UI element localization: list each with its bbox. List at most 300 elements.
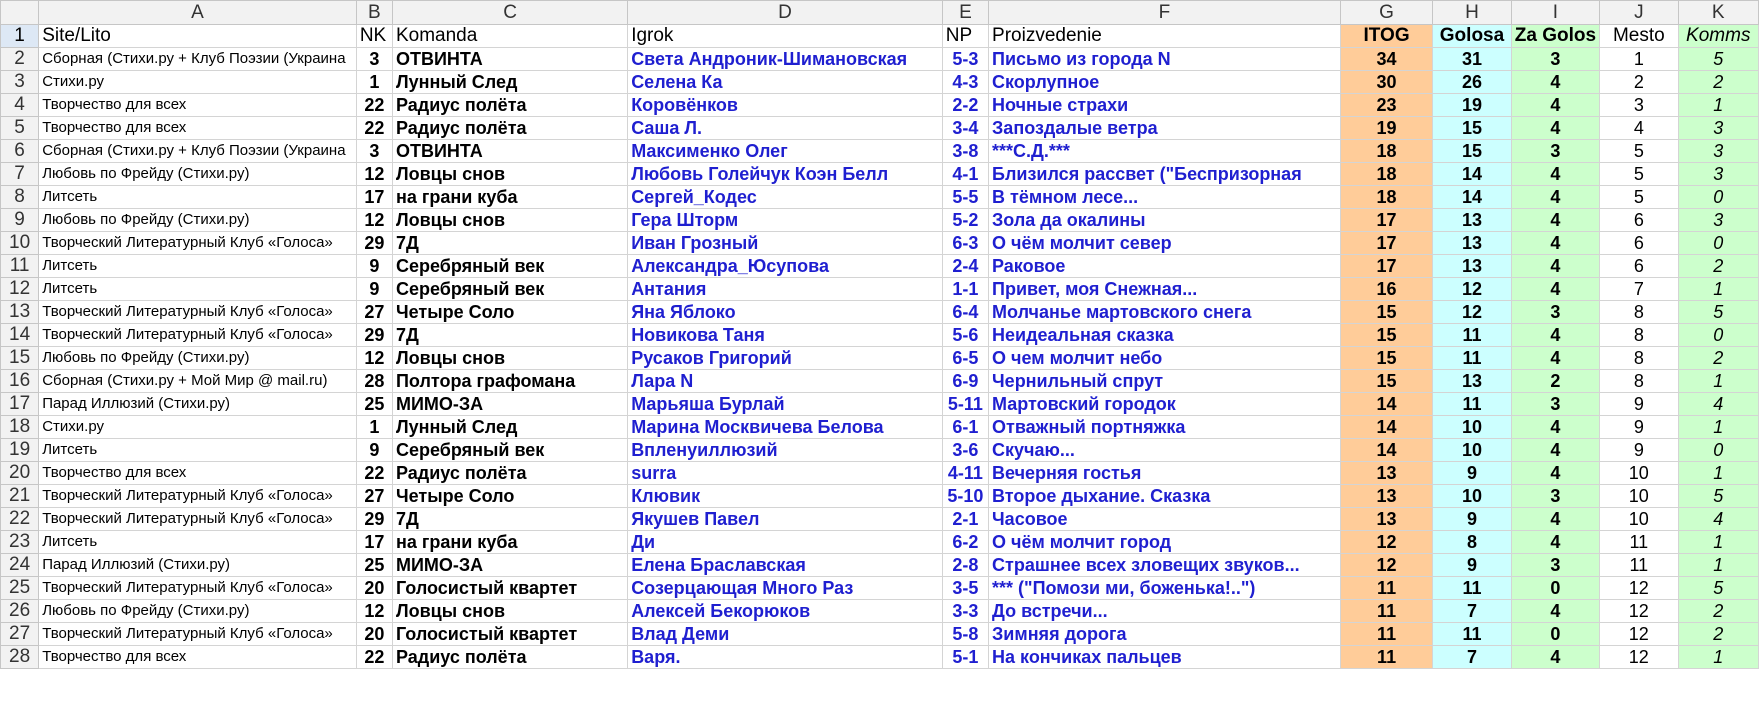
za-golos-cell[interactable]: 4 bbox=[1511, 439, 1599, 462]
igrok-cell[interactable]: Влад Деми bbox=[628, 623, 943, 646]
nk-cell[interactable]: 1 bbox=[356, 416, 392, 439]
nk-cell[interactable]: 27 bbox=[356, 485, 392, 508]
za-golos-cell[interactable]: 4 bbox=[1511, 600, 1599, 623]
igrok-cell[interactable]: Любовь Голейчук Коэн Белл bbox=[628, 163, 943, 186]
golosa-cell[interactable]: 11 bbox=[1433, 393, 1511, 416]
np-cell[interactable]: 6-1 bbox=[942, 416, 988, 439]
site-cell[interactable]: Сборная (Стихи.ру + Клуб Поэзии (Украина bbox=[39, 48, 357, 71]
row-number[interactable]: 27 bbox=[1, 623, 39, 646]
np-cell[interactable]: 5-6 bbox=[942, 324, 988, 347]
row-number[interactable]: 25 bbox=[1, 577, 39, 600]
golosa-cell[interactable]: 7 bbox=[1433, 600, 1511, 623]
np-cell[interactable]: 5-1 bbox=[942, 646, 988, 669]
proizvedenie-cell[interactable]: Близился рассвет ("Беспризорная bbox=[989, 163, 1341, 186]
row-number[interactable]: 14 bbox=[1, 324, 39, 347]
proizvedenie-cell[interactable]: До встречи... bbox=[989, 600, 1341, 623]
site-cell[interactable]: Сборная (Стихи.ру + Клуб Поэзии (Украина bbox=[39, 140, 357, 163]
site-cell[interactable]: Творчество для всех bbox=[39, 117, 357, 140]
golosa-cell[interactable]: 13 bbox=[1433, 232, 1511, 255]
mesto-cell[interactable]: 5 bbox=[1600, 140, 1678, 163]
igrok-cell[interactable]: Александра_Юсупова bbox=[628, 255, 943, 278]
column-header-d[interactable]: D bbox=[628, 1, 943, 25]
row-number[interactable]: 18 bbox=[1, 416, 39, 439]
proizvedenie-cell[interactable]: Привет, моя Снежная... bbox=[989, 278, 1341, 301]
komanda-cell[interactable]: Полтора графомана bbox=[392, 370, 627, 393]
komms-cell[interactable]: 4 bbox=[1678, 393, 1758, 416]
row-number[interactable]: 7 bbox=[1, 163, 39, 186]
site-cell[interactable]: Творческий Литературный Клуб «Голоса» bbox=[39, 508, 357, 531]
komms-cell[interactable]: 3 bbox=[1678, 209, 1758, 232]
golosa-cell[interactable]: 7 bbox=[1433, 646, 1511, 669]
proizvedenie-cell[interactable]: На кончиках пальцев bbox=[989, 646, 1341, 669]
row-number[interactable]: 20 bbox=[1, 462, 39, 485]
komms-cell[interactable]: 2 bbox=[1678, 347, 1758, 370]
nk-cell[interactable]: 25 bbox=[356, 554, 392, 577]
itog-cell[interactable]: 34 bbox=[1340, 48, 1432, 71]
golosa-cell[interactable]: 11 bbox=[1433, 324, 1511, 347]
komms-cell[interactable]: 3 bbox=[1678, 140, 1758, 163]
itog-cell[interactable]: 14 bbox=[1340, 393, 1432, 416]
za-golos-cell[interactable]: 4 bbox=[1511, 209, 1599, 232]
golosa-cell[interactable]: 13 bbox=[1433, 370, 1511, 393]
mesto-cell[interactable]: 5 bbox=[1600, 163, 1678, 186]
site-cell[interactable]: Творческий Литературный Клуб «Голоса» bbox=[39, 485, 357, 508]
golosa-cell[interactable]: 19 bbox=[1433, 94, 1511, 117]
site-cell[interactable]: Стихи.ру bbox=[39, 416, 357, 439]
itog-cell[interactable]: 11 bbox=[1340, 646, 1432, 669]
golosa-cell[interactable]: 31 bbox=[1433, 48, 1511, 71]
golosa-cell[interactable]: 11 bbox=[1433, 577, 1511, 600]
nk-cell[interactable]: 29 bbox=[356, 508, 392, 531]
proizvedenie-cell[interactable]: Зола да окалины bbox=[989, 209, 1341, 232]
nk-cell[interactable]: 3 bbox=[356, 48, 392, 71]
mesto-cell[interactable]: 8 bbox=[1600, 324, 1678, 347]
mesto-cell[interactable]: 8 bbox=[1600, 347, 1678, 370]
site-cell[interactable]: Творческий Литературный Клуб «Голоса» bbox=[39, 301, 357, 324]
proizvedenie-cell[interactable]: Молчанье мартовского снега bbox=[989, 301, 1341, 324]
nk-cell[interactable]: 12 bbox=[356, 600, 392, 623]
za-golos-cell[interactable]: 3 bbox=[1511, 485, 1599, 508]
header-za-golos-cell[interactable]: Za Golos bbox=[1511, 25, 1599, 48]
komanda-cell[interactable]: Радиус полёта bbox=[392, 94, 627, 117]
mesto-cell[interactable]: 3 bbox=[1600, 94, 1678, 117]
za-golos-cell[interactable]: 4 bbox=[1511, 324, 1599, 347]
column-header-h[interactable]: H bbox=[1433, 1, 1511, 25]
mesto-cell[interactable]: 9 bbox=[1600, 416, 1678, 439]
mesto-cell[interactable]: 7 bbox=[1600, 278, 1678, 301]
mesto-cell[interactable]: 11 bbox=[1600, 531, 1678, 554]
row-number[interactable]: 8 bbox=[1, 186, 39, 209]
row-number[interactable]: 15 bbox=[1, 347, 39, 370]
golosa-cell[interactable]: 14 bbox=[1433, 186, 1511, 209]
itog-cell[interactable]: 18 bbox=[1340, 140, 1432, 163]
za-golos-cell[interactable]: 4 bbox=[1511, 163, 1599, 186]
column-header-b[interactable]: B bbox=[356, 1, 392, 25]
nk-cell[interactable]: 1 bbox=[356, 71, 392, 94]
komanda-cell[interactable]: Серебряный век bbox=[392, 278, 627, 301]
column-header-i[interactable]: I bbox=[1511, 1, 1599, 25]
za-golos-cell[interactable]: 4 bbox=[1511, 255, 1599, 278]
igrok-cell[interactable]: Клювик bbox=[628, 485, 943, 508]
komanda-cell[interactable]: Лунный След bbox=[392, 71, 627, 94]
np-cell[interactable]: 5-10 bbox=[942, 485, 988, 508]
mesto-cell[interactable]: 8 bbox=[1600, 301, 1678, 324]
komanda-cell[interactable]: Ловцы снов bbox=[392, 347, 627, 370]
komms-cell[interactable]: 0 bbox=[1678, 186, 1758, 209]
itog-cell[interactable]: 14 bbox=[1340, 416, 1432, 439]
komms-cell[interactable]: 5 bbox=[1678, 48, 1758, 71]
np-cell[interactable]: 2-8 bbox=[942, 554, 988, 577]
golosa-cell[interactable]: 9 bbox=[1433, 462, 1511, 485]
nk-cell[interactable]: 29 bbox=[356, 324, 392, 347]
row-number[interactable]: 4 bbox=[1, 94, 39, 117]
mesto-cell[interactable]: 10 bbox=[1600, 485, 1678, 508]
row-number[interactable]: 19 bbox=[1, 439, 39, 462]
mesto-cell[interactable]: 6 bbox=[1600, 232, 1678, 255]
za-golos-cell[interactable]: 4 bbox=[1511, 347, 1599, 370]
igrok-cell[interactable]: Созерцающая Много Раз bbox=[628, 577, 943, 600]
nk-cell[interactable]: 3 bbox=[356, 140, 392, 163]
itog-cell[interactable]: 12 bbox=[1340, 531, 1432, 554]
komanda-cell[interactable]: ОТВИНТА bbox=[392, 48, 627, 71]
nk-cell[interactable]: 9 bbox=[356, 255, 392, 278]
np-cell[interactable]: 6-5 bbox=[942, 347, 988, 370]
column-header-g[interactable]: G bbox=[1340, 1, 1432, 25]
proizvedenie-cell[interactable]: Запоздалые ветра bbox=[989, 117, 1341, 140]
nk-cell[interactable]: 22 bbox=[356, 646, 392, 669]
golosa-cell[interactable]: 15 bbox=[1433, 140, 1511, 163]
igrok-cell[interactable]: Коровёнков bbox=[628, 94, 943, 117]
golosa-cell[interactable]: 9 bbox=[1433, 508, 1511, 531]
row-number[interactable]: 6 bbox=[1, 140, 39, 163]
komms-cell[interactable]: 2 bbox=[1678, 623, 1758, 646]
komanda-cell[interactable]: Четыре Соло bbox=[392, 301, 627, 324]
site-cell[interactable]: Любовь по Фрейду (Стихи.ру) bbox=[39, 600, 357, 623]
np-cell[interactable]: 3-4 bbox=[942, 117, 988, 140]
np-cell[interactable]: 3-3 bbox=[942, 600, 988, 623]
komms-cell[interactable]: 5 bbox=[1678, 301, 1758, 324]
igrok-cell[interactable]: Максименко Олег bbox=[628, 140, 943, 163]
site-cell[interactable]: Творческий Литературный Клуб «Голоса» bbox=[39, 324, 357, 347]
np-cell[interactable]: 2-1 bbox=[942, 508, 988, 531]
column-header-j[interactable]: J bbox=[1600, 1, 1678, 25]
za-golos-cell[interactable]: 3 bbox=[1511, 554, 1599, 577]
header-itog-cell[interactable]: ITOG bbox=[1340, 25, 1432, 48]
igrok-cell[interactable]: Якушев Павел bbox=[628, 508, 943, 531]
komms-cell[interactable]: 1 bbox=[1678, 646, 1758, 669]
nk-cell[interactable]: 25 bbox=[356, 393, 392, 416]
komms-cell[interactable]: 3 bbox=[1678, 163, 1758, 186]
za-golos-cell[interactable]: 3 bbox=[1511, 301, 1599, 324]
nk-cell[interactable]: 22 bbox=[356, 462, 392, 485]
row-number[interactable]: 12 bbox=[1, 278, 39, 301]
igrok-cell[interactable]: Саша Л. bbox=[628, 117, 943, 140]
proizvedenie-cell[interactable]: Вечерняя гостья bbox=[989, 462, 1341, 485]
mesto-cell[interactable]: 12 bbox=[1600, 577, 1678, 600]
golosa-cell[interactable]: 10 bbox=[1433, 416, 1511, 439]
column-header-k[interactable]: K bbox=[1678, 1, 1758, 25]
komms-cell[interactable]: 1 bbox=[1678, 531, 1758, 554]
site-cell[interactable]: Сборная (Стихи.ру + Мой Мир @ mail.ru) bbox=[39, 370, 357, 393]
nk-cell[interactable]: 29 bbox=[356, 232, 392, 255]
igrok-cell[interactable]: Лара N bbox=[628, 370, 943, 393]
site-cell[interactable]: Любовь по Фрейду (Стихи.ру) bbox=[39, 209, 357, 232]
header-komms-cell[interactable]: Komms bbox=[1678, 25, 1758, 48]
golosa-cell[interactable]: 10 bbox=[1433, 439, 1511, 462]
site-cell[interactable]: Творчество для всех bbox=[39, 462, 357, 485]
golosa-cell[interactable]: 9 bbox=[1433, 554, 1511, 577]
komms-cell[interactable]: 4 bbox=[1678, 508, 1758, 531]
za-golos-cell[interactable]: 3 bbox=[1511, 48, 1599, 71]
itog-cell[interactable]: 18 bbox=[1340, 186, 1432, 209]
komanda-cell[interactable]: Радиус полёта bbox=[392, 646, 627, 669]
site-cell[interactable]: Парад Иллюзий (Стихи.ру) bbox=[39, 554, 357, 577]
itog-cell[interactable]: 23 bbox=[1340, 94, 1432, 117]
row-number[interactable]: 3 bbox=[1, 71, 39, 94]
itog-cell[interactable]: 19 bbox=[1340, 117, 1432, 140]
site-cell[interactable]: Литсеть bbox=[39, 439, 357, 462]
komanda-cell[interactable]: 7Д bbox=[392, 508, 627, 531]
nk-cell[interactable]: 22 bbox=[356, 117, 392, 140]
header-igrok-cell[interactable]: Igrok bbox=[628, 25, 943, 48]
za-golos-cell[interactable]: 4 bbox=[1511, 71, 1599, 94]
golosa-cell[interactable]: 12 bbox=[1433, 301, 1511, 324]
igrok-cell[interactable]: Ди bbox=[628, 531, 943, 554]
komms-cell[interactable]: 1 bbox=[1678, 554, 1758, 577]
za-golos-cell[interactable]: 4 bbox=[1511, 462, 1599, 485]
itog-cell[interactable]: 11 bbox=[1340, 623, 1432, 646]
nk-cell[interactable]: 22 bbox=[356, 94, 392, 117]
row-number[interactable]: 11 bbox=[1, 255, 39, 278]
komanda-cell[interactable]: Четыре Соло bbox=[392, 485, 627, 508]
golosa-cell[interactable]: 14 bbox=[1433, 163, 1511, 186]
nk-cell[interactable]: 20 bbox=[356, 623, 392, 646]
row-number[interactable]: 9 bbox=[1, 209, 39, 232]
select-all-corner[interactable] bbox=[1, 1, 39, 25]
mesto-cell[interactable]: 12 bbox=[1600, 646, 1678, 669]
golosa-cell[interactable]: 13 bbox=[1433, 209, 1511, 232]
itog-cell[interactable]: 12 bbox=[1340, 554, 1432, 577]
komanda-cell[interactable]: на грани куба bbox=[392, 531, 627, 554]
row-number[interactable]: 28 bbox=[1, 646, 39, 669]
itog-cell[interactable]: 11 bbox=[1340, 577, 1432, 600]
igrok-cell[interactable]: Марина Москвичева Белова bbox=[628, 416, 943, 439]
np-cell[interactable]: 3-8 bbox=[942, 140, 988, 163]
np-cell[interactable]: 3-5 bbox=[942, 577, 988, 600]
column-header-c[interactable]: C bbox=[392, 1, 627, 25]
np-cell[interactable]: 5-11 bbox=[942, 393, 988, 416]
proizvedenie-cell[interactable]: ***С.Д.*** bbox=[989, 140, 1341, 163]
mesto-cell[interactable]: 8 bbox=[1600, 370, 1678, 393]
mesto-cell[interactable]: 12 bbox=[1600, 600, 1678, 623]
igrok-cell[interactable]: Русаков Григорий bbox=[628, 347, 943, 370]
za-golos-cell[interactable]: 4 bbox=[1511, 186, 1599, 209]
komanda-cell[interactable]: ОТВИНТА bbox=[392, 140, 627, 163]
za-golos-cell[interactable]: 4 bbox=[1511, 416, 1599, 439]
proizvedenie-cell[interactable]: О чём молчит город bbox=[989, 531, 1341, 554]
komms-cell[interactable]: 0 bbox=[1678, 439, 1758, 462]
itog-cell[interactable]: 16 bbox=[1340, 278, 1432, 301]
nk-cell[interactable]: 17 bbox=[356, 186, 392, 209]
komanda-cell[interactable]: Ловцы снов bbox=[392, 600, 627, 623]
row-number[interactable]: 21 bbox=[1, 485, 39, 508]
mesto-cell[interactable]: 10 bbox=[1600, 508, 1678, 531]
golosa-cell[interactable]: 8 bbox=[1433, 531, 1511, 554]
proizvedenie-cell[interactable]: Скучаю... bbox=[989, 439, 1341, 462]
za-golos-cell[interactable]: 4 bbox=[1511, 232, 1599, 255]
golosa-cell[interactable]: 26 bbox=[1433, 71, 1511, 94]
row-number[interactable]: 16 bbox=[1, 370, 39, 393]
nk-cell[interactable]: 20 bbox=[356, 577, 392, 600]
golosa-cell[interactable]: 15 bbox=[1433, 117, 1511, 140]
np-cell[interactable]: 5-3 bbox=[942, 48, 988, 71]
itog-cell[interactable]: 13 bbox=[1340, 485, 1432, 508]
np-cell[interactable]: 6-3 bbox=[942, 232, 988, 255]
komms-cell[interactable]: 2 bbox=[1678, 71, 1758, 94]
np-cell[interactable]: 2-4 bbox=[942, 255, 988, 278]
za-golos-cell[interactable]: 4 bbox=[1511, 646, 1599, 669]
igrok-cell[interactable]: surra bbox=[628, 462, 943, 485]
za-golos-cell[interactable]: 4 bbox=[1511, 94, 1599, 117]
itog-cell[interactable]: 15 bbox=[1340, 347, 1432, 370]
za-golos-cell[interactable]: 4 bbox=[1511, 531, 1599, 554]
komanda-cell[interactable]: 7Д bbox=[392, 324, 627, 347]
golosa-cell[interactable]: 11 bbox=[1433, 347, 1511, 370]
row-number[interactable]: 5 bbox=[1, 117, 39, 140]
igrok-cell[interactable]: Гера Шторм bbox=[628, 209, 943, 232]
proizvedenie-cell[interactable]: Второе дыхание. Сказка bbox=[989, 485, 1341, 508]
row-number[interactable]: 22 bbox=[1, 508, 39, 531]
site-cell[interactable]: Творчество для всех bbox=[39, 646, 357, 669]
igrok-cell[interactable]: Света Андроник-Шимановская bbox=[628, 48, 943, 71]
nk-cell[interactable]: 12 bbox=[356, 347, 392, 370]
np-cell[interactable]: 2-2 bbox=[942, 94, 988, 117]
header-proizvedenie-cell[interactable]: Proizvedenie bbox=[989, 25, 1341, 48]
za-golos-cell[interactable]: 3 bbox=[1511, 140, 1599, 163]
np-cell[interactable]: 1-1 bbox=[942, 278, 988, 301]
row-number[interactable]: 1 bbox=[1, 25, 39, 48]
komanda-cell[interactable]: Радиус полёта bbox=[392, 117, 627, 140]
komanda-cell[interactable]: МИМО-ЗА bbox=[392, 554, 627, 577]
np-cell[interactable]: 6-2 bbox=[942, 531, 988, 554]
za-golos-cell[interactable]: 4 bbox=[1511, 117, 1599, 140]
row-number[interactable]: 24 bbox=[1, 554, 39, 577]
nk-cell[interactable]: 27 bbox=[356, 301, 392, 324]
za-golos-cell[interactable]: 2 bbox=[1511, 370, 1599, 393]
np-cell[interactable]: 4-11 bbox=[942, 462, 988, 485]
komanda-cell[interactable]: Голосистый квартет bbox=[392, 577, 627, 600]
row-number[interactable]: 13 bbox=[1, 301, 39, 324]
komms-cell[interactable]: 5 bbox=[1678, 485, 1758, 508]
igrok-cell[interactable]: Яна Яблоко bbox=[628, 301, 943, 324]
proizvedenie-cell[interactable]: Часовое bbox=[989, 508, 1341, 531]
proizvedenie-cell[interactable]: Отважный портняжка bbox=[989, 416, 1341, 439]
igrok-cell[interactable]: Варя. bbox=[628, 646, 943, 669]
np-cell[interactable]: 4-3 bbox=[942, 71, 988, 94]
proizvedenie-cell[interactable]: О чем молчит небо bbox=[989, 347, 1341, 370]
igrok-cell[interactable]: Сергей_Кодес bbox=[628, 186, 943, 209]
nk-cell[interactable]: 9 bbox=[356, 439, 392, 462]
nk-cell[interactable]: 17 bbox=[356, 531, 392, 554]
itog-cell[interactable]: 17 bbox=[1340, 232, 1432, 255]
mesto-cell[interactable]: 9 bbox=[1600, 393, 1678, 416]
np-cell[interactable]: 5-2 bbox=[942, 209, 988, 232]
proizvedenie-cell[interactable]: Неидеальная сказка bbox=[989, 324, 1341, 347]
site-cell[interactable]: Парад Иллюзий (Стихи.ру) bbox=[39, 393, 357, 416]
itog-cell[interactable]: 15 bbox=[1340, 324, 1432, 347]
mesto-cell[interactable]: 10 bbox=[1600, 462, 1678, 485]
itog-cell[interactable]: 14 bbox=[1340, 439, 1432, 462]
itog-cell[interactable]: 30 bbox=[1340, 71, 1432, 94]
mesto-cell[interactable]: 2 bbox=[1600, 71, 1678, 94]
golosa-cell[interactable]: 11 bbox=[1433, 623, 1511, 646]
row-number[interactable]: 26 bbox=[1, 600, 39, 623]
proizvedenie-cell[interactable]: О чём молчит север bbox=[989, 232, 1341, 255]
komanda-cell[interactable]: Лунный След bbox=[392, 416, 627, 439]
site-cell[interactable]: Творческий Литературный Клуб «Голоса» bbox=[39, 623, 357, 646]
komanda-cell[interactable]: Серебряный век bbox=[392, 439, 627, 462]
komms-cell[interactable]: 1 bbox=[1678, 278, 1758, 301]
header-mesto-cell[interactable]: Mesto bbox=[1600, 25, 1678, 48]
komanda-cell[interactable]: Голосистый квартет bbox=[392, 623, 627, 646]
komms-cell[interactable]: 2 bbox=[1678, 600, 1758, 623]
site-cell[interactable]: Творческий Литературный Клуб «Голоса» bbox=[39, 232, 357, 255]
komms-cell[interactable]: 3 bbox=[1678, 117, 1758, 140]
nk-cell[interactable]: 12 bbox=[356, 209, 392, 232]
komms-cell[interactable]: 0 bbox=[1678, 232, 1758, 255]
itog-cell[interactable]: 15 bbox=[1340, 301, 1432, 324]
proizvedenie-cell[interactable]: Скорлупное bbox=[989, 71, 1341, 94]
site-cell[interactable]: Любовь по Фрейду (Стихи.ру) bbox=[39, 163, 357, 186]
site-cell[interactable]: Любовь по Фрейду (Стихи.ру) bbox=[39, 347, 357, 370]
mesto-cell[interactable]: 12 bbox=[1600, 623, 1678, 646]
za-golos-cell[interactable]: 4 bbox=[1511, 508, 1599, 531]
row-number[interactable]: 10 bbox=[1, 232, 39, 255]
komms-cell[interactable]: 1 bbox=[1678, 94, 1758, 117]
za-golos-cell[interactable]: 4 bbox=[1511, 278, 1599, 301]
itog-cell[interactable]: 13 bbox=[1340, 462, 1432, 485]
np-cell[interactable]: 3-6 bbox=[942, 439, 988, 462]
column-header-a[interactable]: A bbox=[39, 1, 357, 25]
mesto-cell[interactable]: 1 bbox=[1600, 48, 1678, 71]
komms-cell[interactable]: 1 bbox=[1678, 462, 1758, 485]
np-cell[interactable]: 5-8 bbox=[942, 623, 988, 646]
golosa-cell[interactable]: 10 bbox=[1433, 485, 1511, 508]
proizvedenie-cell[interactable]: Раковое bbox=[989, 255, 1341, 278]
igrok-cell[interactable]: Антания bbox=[628, 278, 943, 301]
np-cell[interactable]: 4-1 bbox=[942, 163, 988, 186]
column-header-e[interactable]: E bbox=[942, 1, 988, 25]
igrok-cell[interactable]: Иван Грозный bbox=[628, 232, 943, 255]
site-cell[interactable]: Литсеть bbox=[39, 278, 357, 301]
komanda-cell[interactable]: Серебряный век bbox=[392, 255, 627, 278]
site-cell[interactable]: Творчество для всех bbox=[39, 94, 357, 117]
za-golos-cell[interactable]: 0 bbox=[1511, 623, 1599, 646]
header-golosa-cell[interactable]: Golosa bbox=[1433, 25, 1511, 48]
itog-cell[interactable]: 13 bbox=[1340, 508, 1432, 531]
igrok-cell[interactable]: Марьяша Бурлай bbox=[628, 393, 943, 416]
proizvedenie-cell[interactable]: Зимняя дорога bbox=[989, 623, 1341, 646]
itog-cell[interactable]: 15 bbox=[1340, 370, 1432, 393]
mesto-cell[interactable]: 9 bbox=[1600, 439, 1678, 462]
komanda-cell[interactable]: МИМО-ЗА bbox=[392, 393, 627, 416]
komanda-cell[interactable]: Ловцы снов bbox=[392, 163, 627, 186]
komanda-cell[interactable]: 7Д bbox=[392, 232, 627, 255]
mesto-cell[interactable]: 6 bbox=[1600, 209, 1678, 232]
mesto-cell[interactable]: 4 bbox=[1600, 117, 1678, 140]
komms-cell[interactable]: 5 bbox=[1678, 577, 1758, 600]
column-header-f[interactable]: F bbox=[989, 1, 1341, 25]
